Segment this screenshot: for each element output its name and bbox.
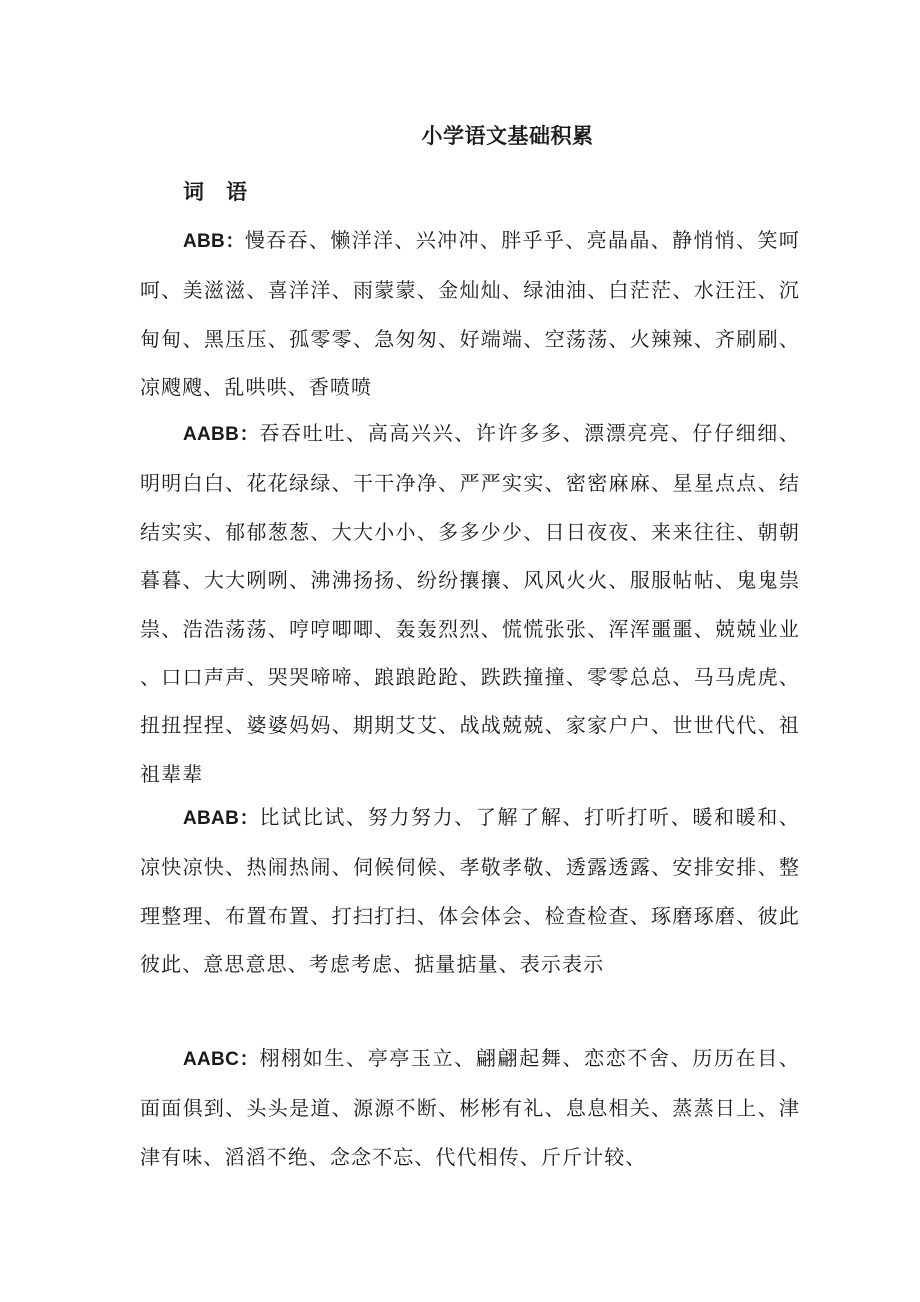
group-words: 比试比试、努力努力、了解了解、打听打听、暖和暖和、凉快凉快、热闹热闹、伺候伺候、孝敬孝敬、透露透露、安排安排、整理整理、布置布置、打扫打扫、体会体会、检查检查、琢磨琢磨、彼此彼此、意思意思、考虑考虑、掂量掂量、表示表示 bbox=[140, 805, 801, 977]
group-label: ABAB： bbox=[183, 808, 260, 829]
group-label: AABB： bbox=[183, 424, 260, 445]
group-words: 吞吞吐吐、高高兴兴、许许多多、漂漂亮亮、仔仔细细、明明白白、花花绿绿、干干净净、严严实实、密密麻麻、星星点点、结结实实、郁郁葱葱、大大小小、多多少少、日日夜夜、来来往往、朝朝暮暮、大大咧咧、沸沸扬扬、纷纷攘攘、风风火火、服服帖帖、鬼鬼祟祟、浩浩荡荡、哼哼唧唧、轰轰烈烈、慌慌张张、浑浑噩噩、兢兢业业、口口声声、哭哭啼啼、踉踉跄跄、跌跌撞撞、零零总总、马马虎虎、扭扭捏捏、婆婆妈妈、期期艾艾、战战兢兢、家家户户、世世代代、祖祖辈辈 bbox=[140, 421, 801, 786]
word-group-abb bbox=[140, 216, 800, 412]
word-group-aabb bbox=[140, 409, 800, 798]
word-group-aabc bbox=[140, 1034, 800, 1181]
word-group-abab bbox=[140, 793, 800, 989]
group-label: AABC： bbox=[183, 1049, 260, 1070]
section-heading: 词语 bbox=[183, 179, 269, 204]
group-words: 慢吞吞、懒洋洋、兴冲冲、胖乎乎、亮晶晶、静悄悄、笑呵呵、美滋滋、喜洋洋、雨蒙蒙、金灿灿、绿油油、白茫茫、水汪汪、沉甸甸、黑压压、孤零零、急匆匆、好端端、空荡荡、火辣辣、齐刷刷、凉飕飕、乱哄哄、香喷喷 bbox=[140, 228, 800, 400]
page-title: 小学语文基础积累 bbox=[421, 123, 594, 148]
group-label: ABB： bbox=[183, 231, 245, 252]
group-words: 栩栩如生、亭亭玉立、翩翩起舞、恋恋不舍、历历在目、面面俱到、头头是道、源源不断、彬彬有礼、息息相关、蒸蒸日上、津津有味、滔滔不绝、念念不忘、代代相传、斤斤计较、 bbox=[140, 1046, 801, 1169]
